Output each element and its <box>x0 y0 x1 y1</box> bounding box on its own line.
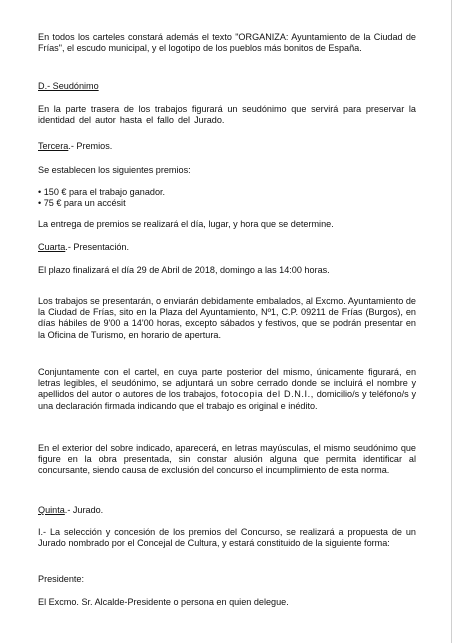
intro-paragraph: En todos los carteles constará además el texto "ORGANIZA: Ayuntamiento de la Ciudad de Frías", el escudo municipal, y el logotipo de los pueblos más bonitos de España. <box>38 32 416 54</box>
exterior-paragraph: En el exterior del sobre indicado, aparecerá, en letras mayúsculas, el mismo seudónimo que figure en la obra presentada, sin constar alusión alguna que permita identificar al concursante, siendo causa de exclusión del concurso el incumplimiento de esta norma. <box>38 443 416 476</box>
envelope-text-1: Conjuntamente con el cartel, en cuya parte posterior del mismo, únicamente figurará, en letras legibles, el seudónimo, se adjuntará un sobre cerrado donde se incluirá el nombre y apellidos del autor o autores de los trabajos, <box>38 367 416 400</box>
heading-seudonimo <box>38 81 99 92</box>
presidente-label: Presidente: <box>38 574 85 584</box>
heading-jurado-label: Quinta <box>38 505 65 515</box>
heading-presentacion-rest: .- Presentación. <box>65 242 129 252</box>
envelope-text-dni: fotocopia del D.N.I., <box>220 389 314 400</box>
seudonimo-paragraph: En la parte trasera de los trabajos figurará un seudónimo que servirá para preservar la identidad del autor hasta el fallo del Jurado. <box>38 104 416 126</box>
heading-presentacion-label: Cuarta <box>38 242 66 252</box>
jurado-paragraph: I.- La selección y concesión de los premios del Concurso, se realizará a propuesta de un Jurado nombrado por el Concejal de Cultura, y estará constituido de la siguiente forma: <box>38 527 416 549</box>
plazo-paragraph: El plazo finalizará el día 29 de Abril de 2018, domingo a las 14:00 horas. <box>38 265 330 275</box>
submission-paragraph: Los trabajos se presentarán, o enviarán debidamente embalados, al Excmo. Ayuntamiento de la Ciudad de Frías, sito en la Plaza del Ayuntamiento, Nº1, C.P. 09211 de Frías (Burgos), en días hábiles de 9'00 a 14'00 horas, excepto sábados y festivos, que se podrán presentar en la Oficina de Turismo, en horario de apertura. <box>38 296 416 340</box>
heading-premios-label: Tercera <box>38 141 69 151</box>
heading-premios <box>38 141 112 152</box>
prize-list <box>38 187 165 209</box>
presidente-text: El Excmo. Sr. Alcalde-Presidente o persona en quien delegue. <box>38 597 289 607</box>
prize-item-first: • 150 € para el trabajo ganador. <box>38 187 166 197</box>
envelope-paragraph <box>38 367 416 412</box>
envelope-text-2: domicilio/s y teléfono/s y una declaración firmada indicando que el trabajo es original e inédito. <box>38 389 417 411</box>
heading-seudonimo-text: D.- Seudónimo <box>38 81 99 91</box>
premios-entrega: La entrega de premios se realizará el día, lugar, y hora que se determine. <box>38 219 334 229</box>
prize-item-accesit: • 75 € para un accésit <box>38 198 126 209</box>
heading-presentacion <box>38 242 129 253</box>
heading-jurado <box>38 505 103 516</box>
premios-intro: Se establecen los siguientes premios: <box>38 165 191 175</box>
heading-premios-rest: .- Premios. <box>68 141 113 151</box>
heading-jurado-rest: .- Jurado. <box>64 505 104 515</box>
